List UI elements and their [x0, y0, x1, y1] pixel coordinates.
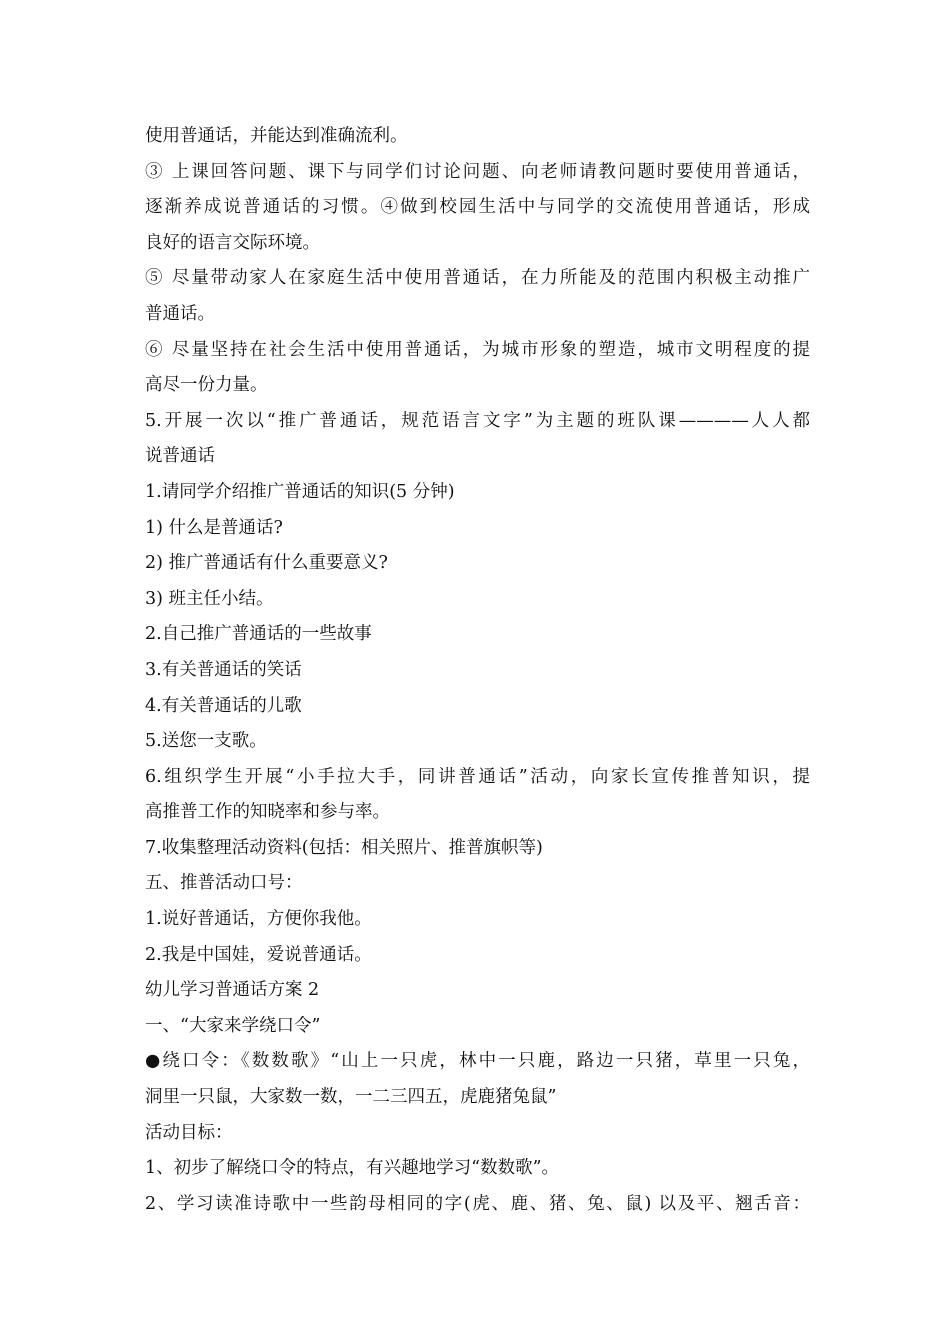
- text-line: ⑤ 尽量带动家人在家庭生活中使用普通话，在力所能及的范围内积极主动推广: [145, 268, 810, 289]
- text-line: ●绕口令：《数数歌》“山上一只虎，林中一只鹿，路边一只猪，草里一只兔，: [145, 1051, 810, 1072]
- document-body: [145, 119, 810, 1222]
- text-line: 说普通话: [145, 446, 215, 467]
- text-line: 五、推普活动口号：: [145, 873, 303, 894]
- text-line: 3.有关普通话的笑话: [145, 659, 302, 680]
- text-line: 2) 推广普通话有什么重要意义?: [145, 553, 388, 574]
- text-line: 高推普工作的知晓率和参与率。: [145, 802, 390, 823]
- text-line: 5.送您一支歌。: [145, 731, 267, 752]
- text-line: 3) 班主任小结。: [145, 588, 274, 609]
- text-line: 1.说好普通话，方便你我他。: [145, 909, 372, 930]
- text-line: 活动目标：: [145, 1122, 233, 1143]
- text-line: 4.有关普通话的儿歌: [145, 695, 302, 716]
- text-line: 幼儿学习普通话方案 2: [145, 980, 320, 1001]
- text-line: 5.开展一次以“推广普通话，规范语言文字”为主题的班队课————人人都: [145, 410, 810, 431]
- text-line: 2.自己推广普通话的一些故事: [145, 624, 372, 645]
- text-line: 2.我是中国娃，爱说普通话。: [145, 944, 372, 965]
- text-line: 1) 什么是普通话?: [145, 517, 283, 538]
- text-line: 洞里一只鼠，大家数一数，一二三四五，虎鹿猪兔鼠”: [145, 1087, 557, 1108]
- text-line: 7.收集整理活动资料(包括：相关照片、推普旗帜等): [145, 837, 543, 858]
- text-line: 1.请同学介绍推广普通话的知识(5 分钟): [145, 481, 455, 502]
- text-line: 2、学习读准诗歌中一些韵母相同的字(虎、鹿、猪、兔、鼠) 以及平、翘舌音：: [145, 1193, 810, 1214]
- text-line: 良好的语言交际环境。: [145, 232, 320, 253]
- text-line: 普通话。: [145, 303, 215, 324]
- text-line: 1、初步了解绕口令的特点，有兴趣地学习“数数歌”。: [145, 1158, 560, 1179]
- text-line: 逐渐养成说普通话的习惯。④做到校园生活中与同学的交流使用普通话，形成: [145, 197, 810, 218]
- text-line: 6.组织学生开展“小手拉大手，同讲普通话”活动，向家长宣传推普知识，提: [145, 766, 810, 787]
- text-line: 使用普通话，并能达到准确流利。: [145, 126, 408, 146]
- text-line: 一、“大家来学绕口令”: [145, 1015, 321, 1036]
- text-line: ③ 上课回答问题、课下与同学们讨论问题、向老师请教问题时要使用普通话，: [145, 161, 810, 182]
- text-line: 高尽一份力量。: [145, 375, 268, 396]
- text-line: ⑥ 尽量坚持在社会生活中使用普通话，为城市形象的塑造，城市文明程度的提: [145, 339, 810, 360]
